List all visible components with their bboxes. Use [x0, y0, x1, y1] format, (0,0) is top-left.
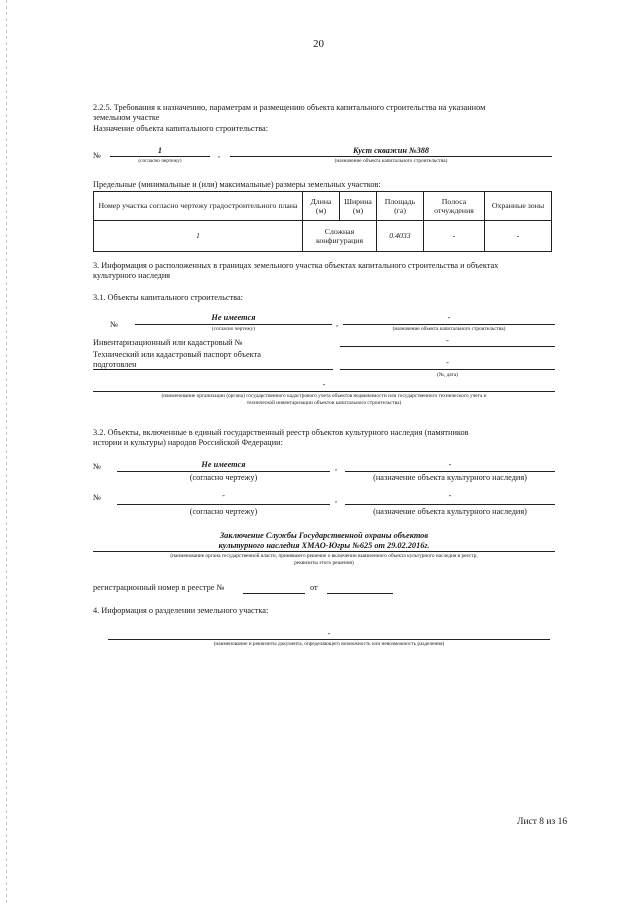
cell-alienation-strip: - [424, 221, 485, 252]
comma: , [336, 319, 339, 328]
division-line [108, 639, 550, 640]
ch-purpose-caption-row2: (назначение объекта культурного наследия) [373, 507, 527, 516]
org-caption-line1: (наименование организации (органа) государственного кадастрового учета объектов недвижимости или государственного технического учета и [161, 393, 487, 399]
section-225-heading-line2: земельном участке [93, 113, 160, 122]
passport-label-underline [93, 369, 333, 370]
register-label: регистрационный номер в реестре № [93, 583, 225, 592]
division-caption: (наименование и реквизиты документа, определяющего возможность или невозможность разделения) [213, 641, 445, 647]
col-length: Длина (м) [303, 192, 340, 221]
num-sign-31: № [110, 320, 118, 329]
cs-purpose-line [343, 324, 555, 325]
col-width: Ширина (м) [340, 192, 377, 221]
cell-plot-number: 1 [94, 221, 303, 252]
passport-label-line1: Технический или кадастровый паспорт объекта [93, 350, 261, 359]
table-row [94, 221, 552, 252]
col-plot-number: Номер участка согласно чертежу градостроительного плана [94, 192, 303, 221]
cs-purpose-caption: (назначение объекта капитального строительства) [392, 326, 506, 332]
cs-number-value: Не имеется [211, 313, 256, 322]
object-purpose-caption: (назначение объекта капитального строительства) [334, 158, 448, 164]
plot-number-caption: (согласно чертежу) [138, 158, 182, 164]
col-alienation-strip: Полоса отчуждения [424, 192, 485, 221]
cell-area: 0.4033 [377, 221, 424, 252]
object-purpose-line [230, 156, 552, 157]
num-sign-32-row1: № [93, 462, 101, 471]
plot-number-line [110, 156, 210, 157]
passport-line [340, 369, 555, 370]
section-32-heading-line1: 3.2. Объекты, включенные в единый государственный реестр объектов культурного наследия (памятников [93, 428, 469, 437]
org-line [93, 391, 555, 392]
ch-number-line-row2 [117, 504, 330, 505]
ch-purpose-line-row1 [345, 471, 555, 472]
cs-number-line [135, 324, 332, 325]
comma: , [218, 150, 221, 159]
col-area: Площадь (га) [377, 192, 424, 221]
section-225-heading-line1: 2.2.5. Требования к назначению, параметрам и размещению объекта капитального строительства на указанном [93, 103, 486, 112]
plot-params-table [93, 191, 552, 252]
section-3-heading-line1: 3. Информация о расположенных в границах земельного участка объектах капитального строительства и объектах [93, 261, 499, 270]
cell-dimensions: Сложная конфигурация [303, 221, 377, 252]
inventory-label: Инвентаризационный или кадастровый № [93, 338, 243, 347]
org-caption-line2: технической инвентаризации объектов капитального строительства) [246, 400, 402, 406]
section-31-heading: 3.1. Объекты капитального строительства: [93, 293, 243, 302]
section-4-heading: 4. Информация о разделении земельного участка: [93, 606, 269, 615]
comma: , [335, 495, 338, 504]
cs-number-caption: (согласно чертежу) [211, 326, 256, 332]
register-number-line [243, 593, 305, 594]
register-date-line [327, 593, 393, 594]
conclusion-caption-line2: реквизиты этого решения) [294, 560, 354, 566]
passport-label-line2: подготовлен [93, 360, 137, 369]
inventory-value: - [446, 336, 449, 345]
division-value: - [327, 629, 331, 638]
comma: , [335, 463, 338, 472]
num-sign-32-row2: № [93, 493, 101, 502]
ch-purpose-line-row2 [345, 504, 555, 505]
page-number: 20 [313, 38, 324, 50]
conclusion-caption-line1: (наименование органа государственной власти, принявшего решение о включении выявленного объекта культурного наследия в реестр, [170, 553, 478, 559]
object-purpose-value: Куст скважин №388 [352, 146, 430, 155]
ch-number-value-row2: - [222, 491, 225, 500]
cell-protected-zones: - [485, 221, 552, 252]
limits-label: Предельные (минимальные и (или) максимальные) размеры земельных участков: [93, 180, 381, 189]
plot-number-value: 1 [157, 146, 163, 155]
section-3-heading-line2: культурного наследия [93, 271, 171, 280]
ch-number-caption-row1: (согласно чертежу) [189, 473, 258, 482]
ch-number-caption-row2: (согласно чертежу) [189, 507, 258, 516]
ch-number-line-row1 [117, 471, 330, 472]
org-value: - [322, 380, 326, 389]
ch-purpose-value-row2: - [448, 491, 452, 500]
conclusion-line2: культурного наследия ХМАО-Югры №625 от 29.02.2016г. [218, 541, 430, 550]
conclusion-line1: Заключение Службы Государственной охраны объектов [219, 531, 429, 540]
ch-number-value-row1: Не имеется [201, 460, 246, 469]
ch-purpose-value-row1: - [448, 460, 452, 469]
scan-left-edge [6, 0, 7, 905]
sheet-counter: Лист 8 из 16 [517, 817, 568, 827]
inventory-line [340, 346, 555, 347]
purpose-label: Назначение объекта капитального строительства: [93, 124, 269, 133]
passport-value: - [446, 358, 449, 367]
num-sign: № [93, 151, 101, 160]
cs-purpose-value: - [447, 313, 451, 322]
ch-purpose-caption-row1: (назначение объекта культурного наследия) [373, 473, 527, 482]
col-protected-zones: Охранные зоны [485, 192, 552, 221]
date-caption: (№, дата) [437, 372, 458, 378]
conclusion-line [93, 551, 555, 552]
register-from-label: от [310, 583, 318, 592]
table-header-row [94, 192, 552, 221]
section-32-heading-line2: истории и культуры) народов Российской Федерации: [93, 438, 283, 447]
